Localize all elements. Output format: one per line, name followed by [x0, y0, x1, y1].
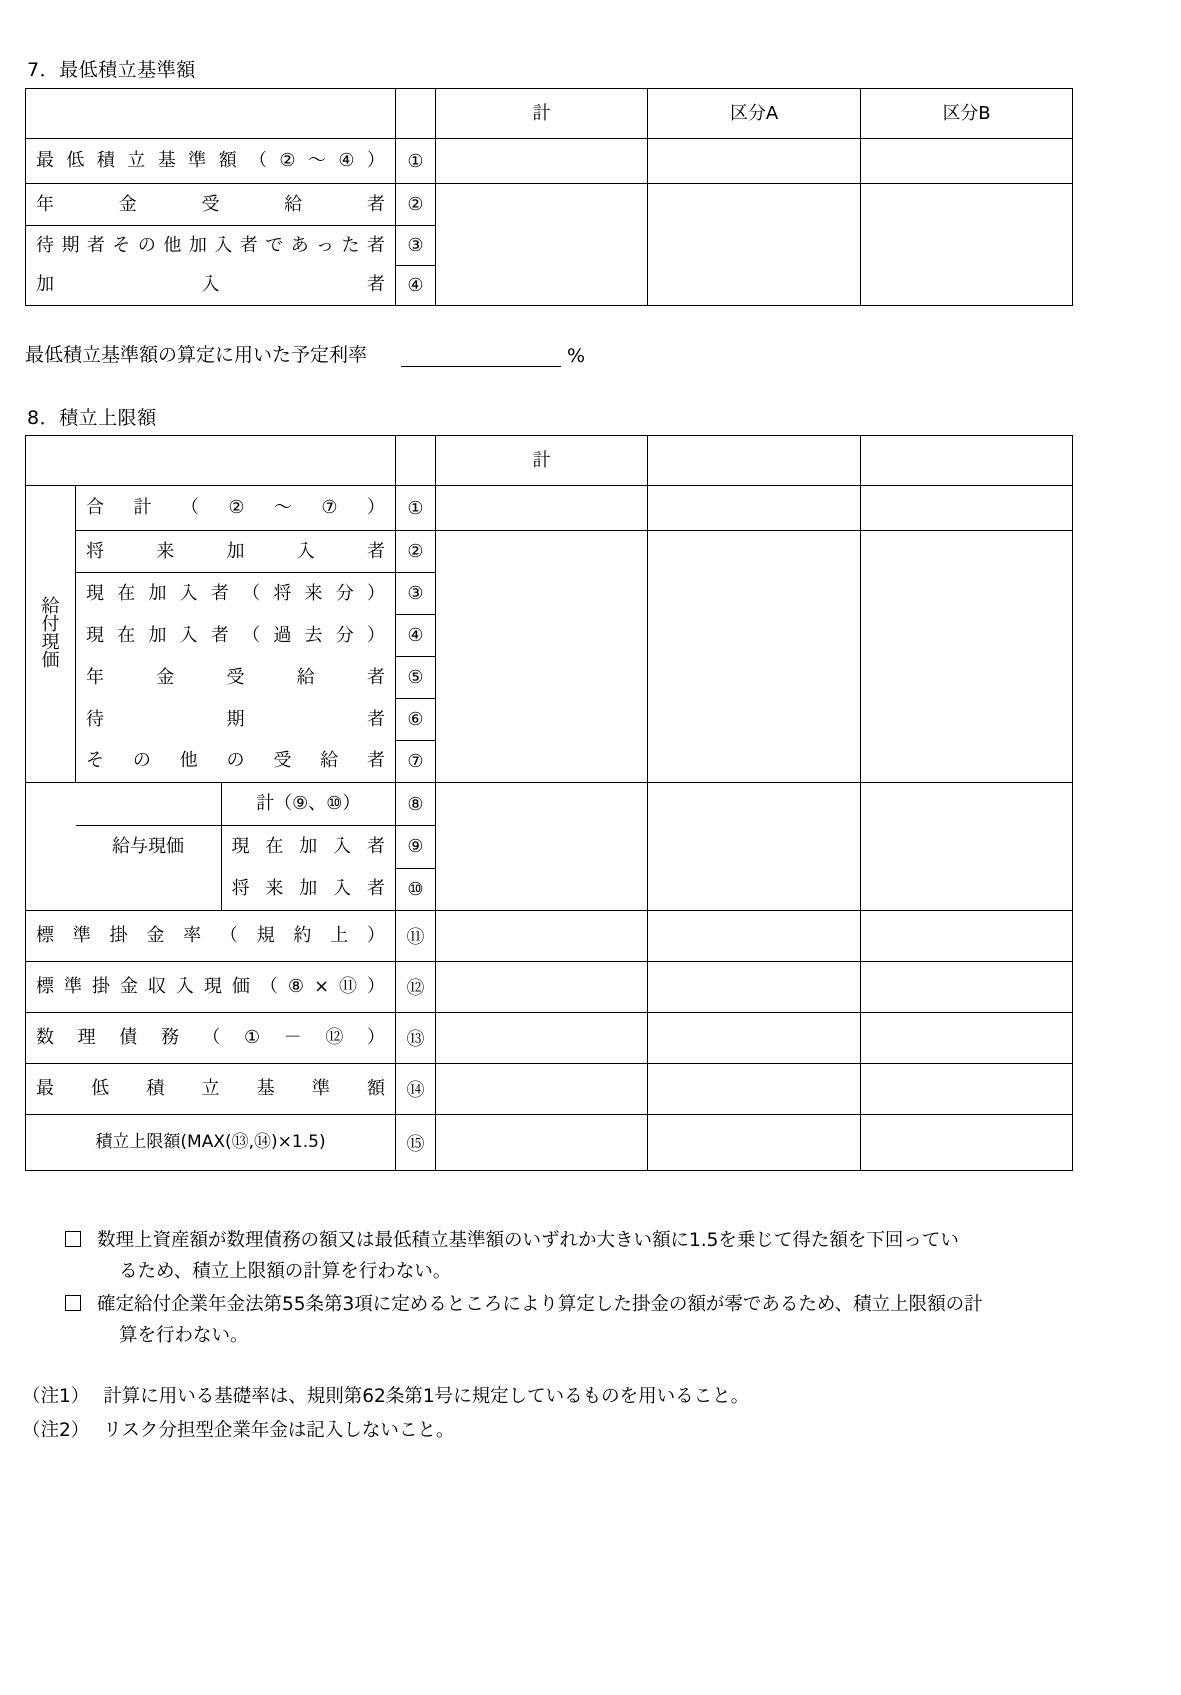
table-row	[26, 486, 1073, 531]
row-number-1: ①	[396, 486, 436, 531]
row-number-12: ⑫	[396, 962, 436, 1013]
row-label-standard-contribution-rate: 標準掛金率（規約上）	[26, 911, 396, 962]
assumed-interest-rate-input[interactable]	[401, 346, 561, 367]
row-label-deferred-and-former-members: 待期者その他加入者であった者	[26, 226, 396, 266]
group-label-salary-present-value-left	[26, 783, 76, 911]
table-row	[26, 531, 1073, 573]
group-label-salary-present-value: 給与現価	[112, 836, 184, 858]
input-cell-third[interactable]	[861, 962, 1073, 1013]
row-label-salary-future-members: 将来加入者	[76, 868, 396, 911]
checkbox-label-2	[97, 1289, 1165, 1351]
group-label-benefit-present-value	[26, 486, 76, 783]
row-label-future-members: 将来加入者	[76, 531, 396, 573]
column-header-second	[648, 436, 861, 486]
row-label-pension-recipients: 年金受給者	[26, 184, 396, 226]
input-cell-second[interactable]	[648, 1013, 861, 1064]
row-label-minimum-reserve: 最低積立基準額	[26, 1064, 396, 1115]
table-row	[26, 783, 1073, 826]
checkbox-icon[interactable]	[65, 1231, 81, 1247]
input-cell-total[interactable]	[436, 783, 648, 911]
table-header-row	[26, 436, 1073, 486]
footnote-tag-1: （注1）	[22, 1386, 90, 1407]
input-cell-division-a[interactable]	[648, 139, 861, 184]
input-cell-second[interactable]	[648, 486, 861, 531]
row-number-6: ⑥	[396, 699, 436, 741]
checkbox-statements	[65, 1225, 1165, 1353]
header-corner-cell	[26, 89, 396, 139]
row-label-salary-current-members: 給与現価 現在加入者	[76, 826, 396, 869]
row-label-current-members-future-portion: 現在加入者（将来分）	[76, 573, 396, 615]
checkbox-icon[interactable]	[65, 1295, 81, 1311]
row-number-13: ⑬	[396, 1013, 436, 1064]
section-8-heading: 8．積立上限額	[27, 407, 157, 429]
column-header-division-a: 区分A	[648, 89, 861, 139]
row-number-9: ⑨	[396, 826, 436, 869]
checkbox-label-1	[97, 1225, 1165, 1287]
row-number-3: ③	[396, 226, 436, 266]
input-cell-division-a[interactable]	[648, 184, 861, 306]
table-row	[26, 184, 1073, 226]
row-label-funding-ceiling: 積立上限額(MAX(⑬,⑭)×1.5)	[26, 1115, 396, 1171]
input-cell-third[interactable]	[861, 486, 1073, 531]
row-label-minimum-reserve-total: 最低積立基準額（②～④）	[26, 139, 396, 184]
column-header-total: 計	[436, 89, 648, 139]
column-header-division-b: 区分B	[861, 89, 1073, 139]
column-header-third	[861, 436, 1073, 486]
input-cell-second[interactable]	[648, 911, 861, 962]
table-row	[26, 911, 1073, 962]
row-number-5: ⑤	[396, 657, 436, 699]
input-cell-third[interactable]	[861, 531, 1073, 783]
input-cell-total[interactable]	[436, 911, 648, 962]
table-row	[26, 1013, 1073, 1064]
checkbox-row-1[interactable]	[65, 1225, 1165, 1287]
table-row	[26, 1064, 1073, 1115]
row-number-4: ④	[396, 266, 436, 306]
input-cell-total[interactable]	[436, 139, 648, 184]
row-label-pension-recipients: 年金受給者	[76, 657, 396, 699]
row-number-2: ②	[396, 531, 436, 573]
row-number-3: ③	[396, 573, 436, 615]
footnote-tag-2: （注2）	[22, 1420, 90, 1441]
input-cell-third[interactable]	[861, 1013, 1073, 1064]
header-number-cell	[396, 436, 436, 486]
table-header-row	[26, 89, 1073, 139]
row-number-14: ⑭	[396, 1064, 436, 1115]
input-cell-second[interactable]	[648, 1115, 861, 1171]
input-cell-second[interactable]	[648, 531, 861, 783]
group-label-benefit-present-value-text: 給 付 現 価	[41, 596, 60, 671]
column-header-total: 計	[436, 436, 648, 486]
row-number-7: ⑦	[396, 741, 436, 783]
footnote-text-2: リスク分担型企業年金は記入しないこと。	[103, 1420, 455, 1441]
input-cell-total[interactable]	[436, 531, 648, 783]
assumed-interest-rate-line	[25, 340, 585, 367]
input-cell-total[interactable]	[436, 1013, 648, 1064]
input-cell-division-b[interactable]	[861, 184, 1073, 306]
input-cell-total[interactable]	[436, 1115, 648, 1171]
row-label-deferred-members: 待期者	[76, 699, 396, 741]
row-label-active-members: 加入者	[26, 266, 396, 306]
footnotes	[22, 1380, 749, 1448]
row-label-other-recipients: その他の受給者	[76, 741, 396, 783]
checkbox-label-2-line1: 確定給付企業年金法第55条第3項に定めるところにより算定した掛金の額が零であるため、積立上限額の計	[97, 1294, 983, 1315]
table-row	[26, 962, 1073, 1013]
footnote-text-1: 計算に用いる基礎率は、規則第62条第1号に規定しているものを用いること。	[103, 1386, 750, 1407]
input-cell-third[interactable]	[861, 1115, 1073, 1171]
row-number-15: ⑮	[396, 1115, 436, 1171]
input-cell-total[interactable]	[436, 184, 648, 306]
row-number-8: ⑧	[396, 783, 436, 826]
assumed-interest-rate-label: 最低積立基準額の算定に用いた予定利率	[25, 344, 368, 366]
header-number-cell	[396, 89, 436, 139]
table-row	[26, 139, 1073, 184]
checkbox-label-2-line2: 算を行わない。	[119, 1325, 249, 1346]
input-cell-total[interactable]	[436, 1064, 648, 1115]
row-label-current-members-past-portion: 現在加入者（過去分）	[76, 615, 396, 657]
footnote-row-2	[22, 1414, 749, 1448]
checkbox-label-1-line1: 数理上資産額が数理債務の額又は最低積立基準額のいずれか大きい額に1.5を乗じて得た額を下回ってい	[97, 1230, 959, 1251]
row-number-10: ⑩	[396, 868, 436, 911]
input-cell-second[interactable]	[648, 1064, 861, 1115]
input-cell-total[interactable]	[436, 486, 648, 531]
input-cell-second[interactable]	[648, 783, 861, 911]
input-cell-second[interactable]	[648, 962, 861, 1013]
row-number-11: ⑪	[396, 911, 436, 962]
section-7-heading: 7．最低積立基準額	[27, 59, 196, 81]
row-label-standard-contribution-present-value: 標準掛金収入現価（⑧×⑪）	[26, 962, 396, 1013]
header-corner-cell	[26, 436, 396, 486]
row-number-1: ①	[396, 139, 436, 184]
input-cell-third[interactable]	[861, 911, 1073, 962]
input-cell-third[interactable]	[861, 783, 1073, 911]
row-number-2: ②	[396, 184, 436, 226]
input-cell-third[interactable]	[861, 1064, 1073, 1115]
footnote-row-1	[22, 1380, 749, 1414]
input-cell-total[interactable]	[436, 962, 648, 1013]
section-8-table	[25, 435, 1073, 1171]
table-row	[26, 1115, 1073, 1171]
percent-unit: %	[567, 345, 586, 367]
section-7-table	[25, 88, 1073, 306]
checkbox-label-1-line2: るため、積立上限額の計算を行わない。	[119, 1261, 452, 1282]
row-label-grand-total: 合計（②～⑦）	[76, 486, 396, 531]
row-number-4: ④	[396, 615, 436, 657]
row-label-actuarial-liability: 数理債務（①－⑫）	[26, 1013, 396, 1064]
checkbox-row-2[interactable]	[65, 1289, 1165, 1351]
row-label-salary-total: 計（⑨、⑩）	[76, 783, 396, 826]
input-cell-division-b[interactable]	[861, 139, 1073, 184]
